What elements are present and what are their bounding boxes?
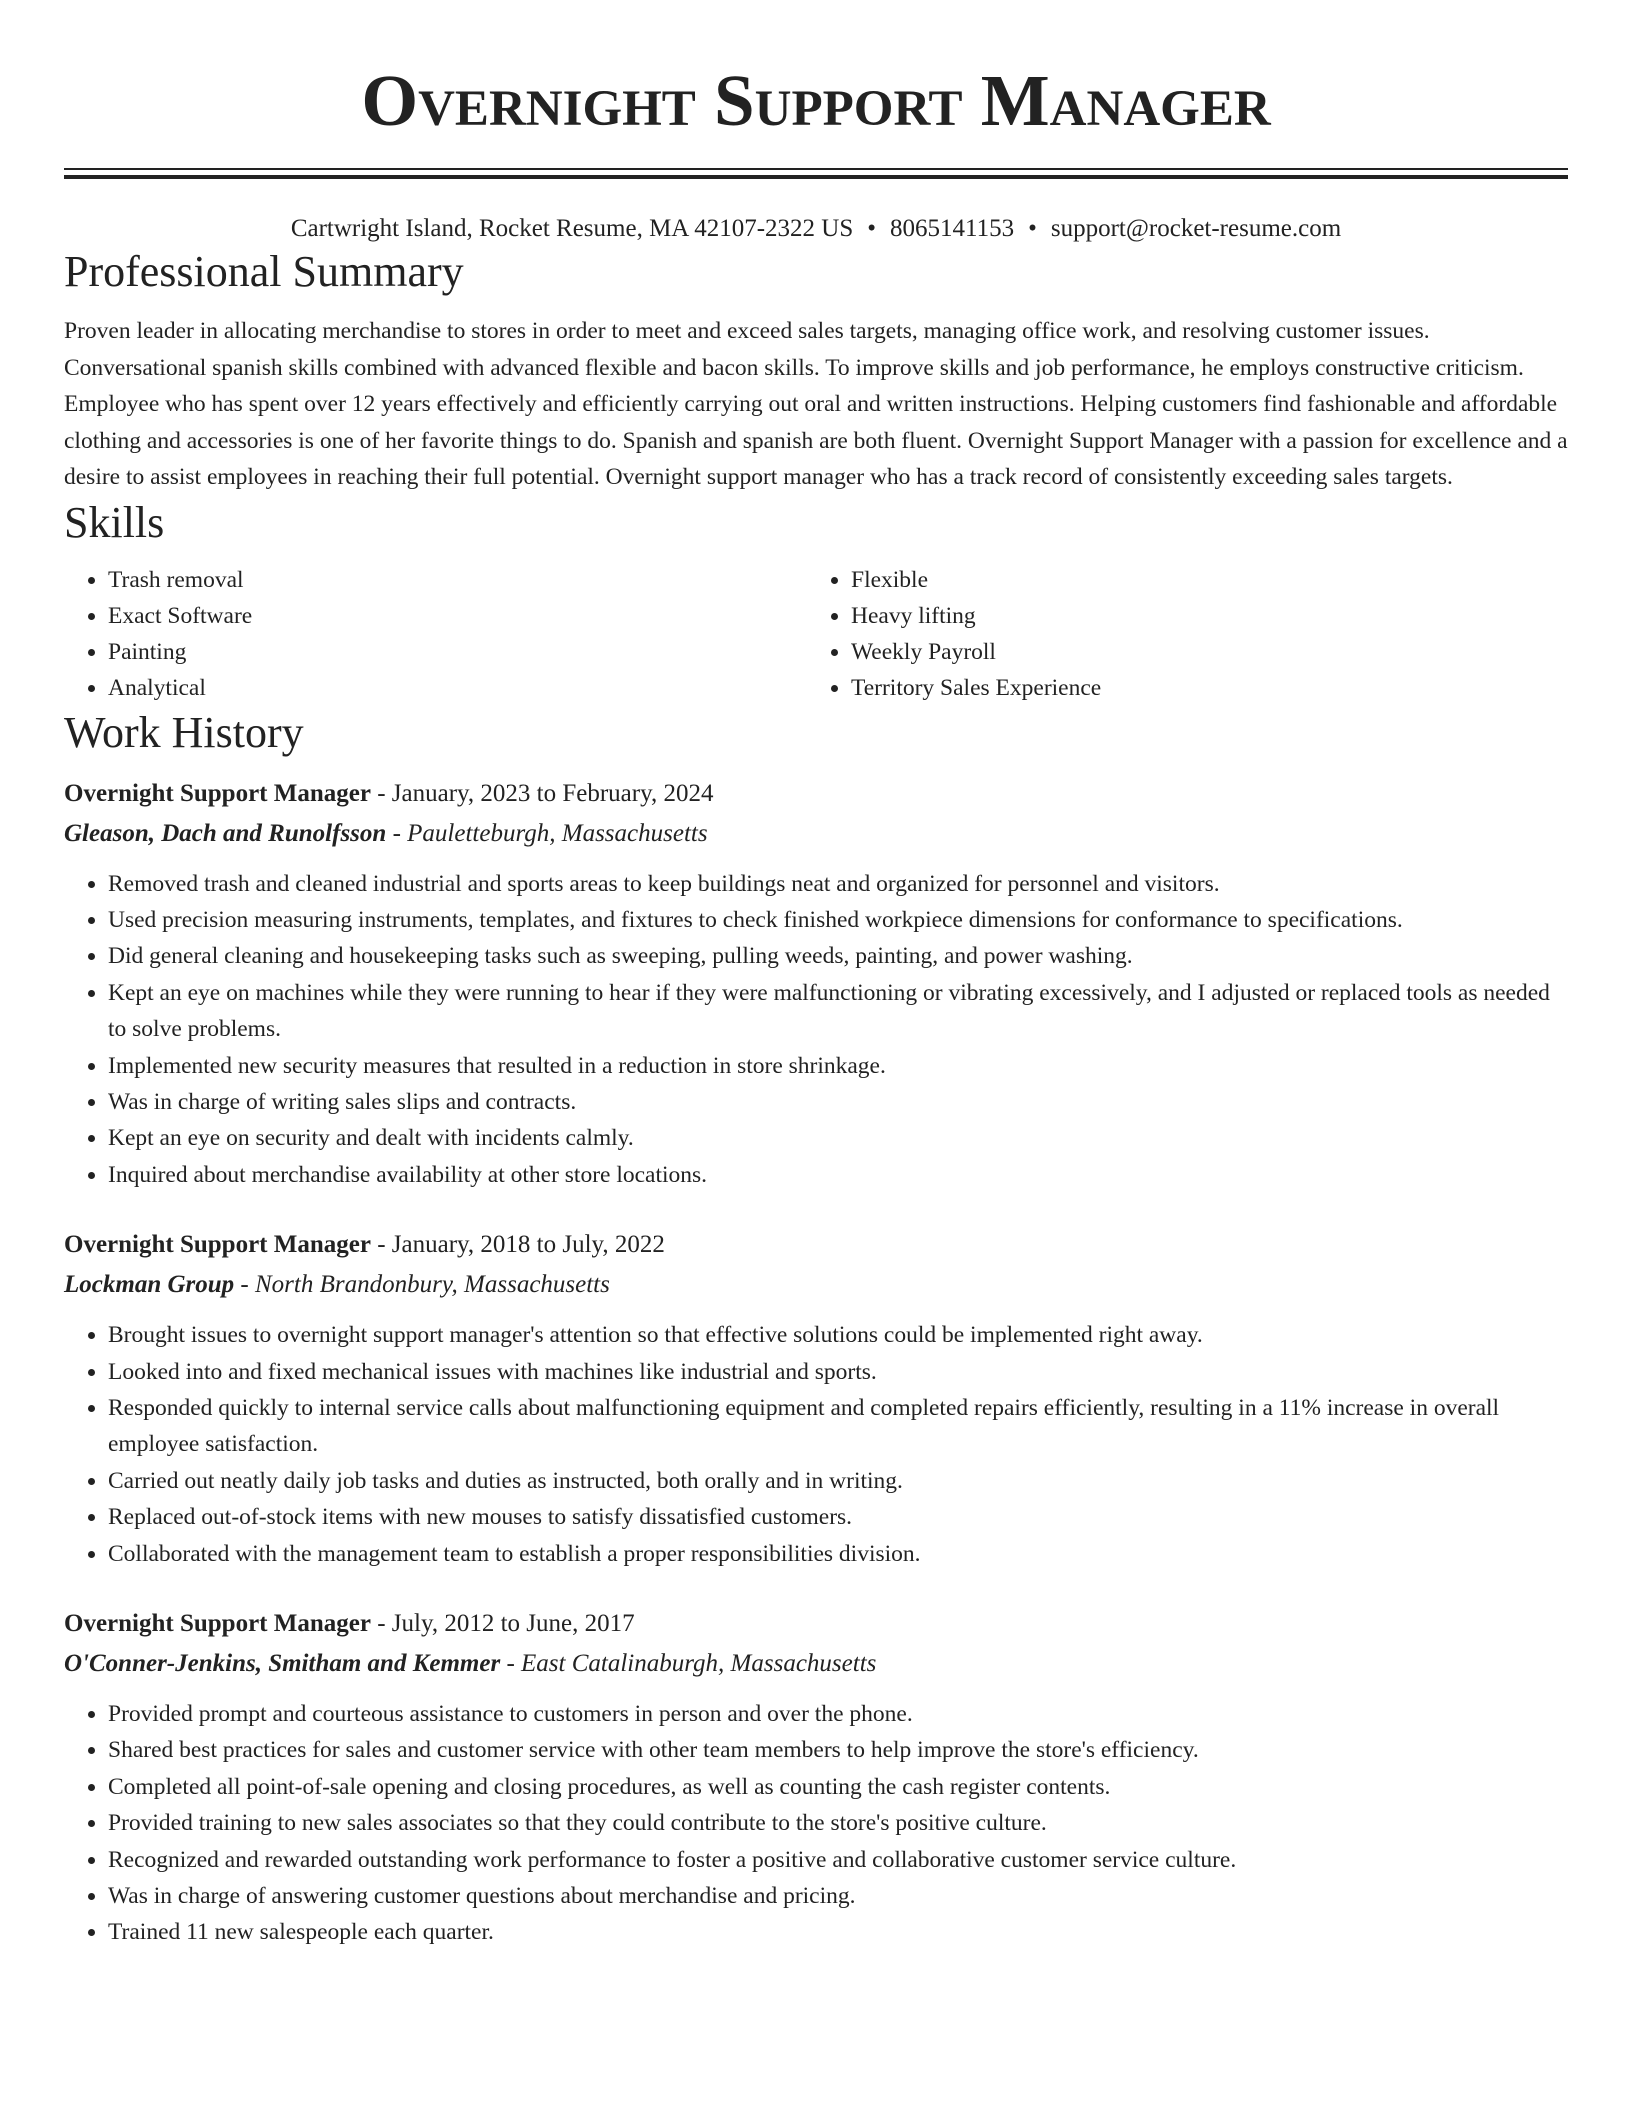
duty-item: • Used precision measuring instruments, templates, and fixtures to check finished workpiece dimensions for conformance to specifications. [108,902,1568,938]
duty-item: • Kept an eye on security and dealt with incidents calmly. [108,1120,1568,1156]
job-location: North Brandonbury, Massachusetts [254,1271,610,1299]
job-company: Gleason, Dach and Runolfsson [64,819,387,847]
duty-item: • Carried out neatly daily job tasks and duties as instructed, both orally and in writing. [108,1463,1568,1499]
job-company: O'Conner-Jenkins, Smitham and Kemmer [64,1650,501,1677]
duty-item: • Responded quickly to internal service calls about malfunctioning equipment and completed repairs efficiently, resulting in a 11% increase in overall employee satisfaction. [108,1390,1568,1463]
skill-item: • Flexible [851,562,1550,598]
duty-item: • Replaced out-of-stock items with new mouses to satisfy dissatisfied customers. [108,1499,1568,1535]
work-history-heading: Work History [64,707,304,757]
skills-column-left [64,562,807,706]
job-role: Overnight Support Manager [64,1231,371,1259]
contact-line [64,213,1568,245]
skill-item: • Trash removal [108,562,807,598]
duty-item: • Completed all point-of-sale opening and closing procedures, as well as counting the cash register contents. [108,1769,1568,1805]
duty-item: • Looked into and fixed mechanical issues with machines like industrial and sports. [108,1354,1568,1390]
duty-item: • Kept an eye on machines while they were running to hear if they were malfunctioning or vibrating excessively, and I adjusted or replaced tools as needed to solve problems. [108,975,1568,1048]
job-title-line: Overnight Support Manager - January, 2018 to July, 2022 [64,1231,665,1259]
title-divider-thin [64,168,1568,170]
job-dates: January, 2023 to February, 2024 [391,779,714,807]
job-dates: January, 2018 to July, 2022 [391,1231,665,1259]
duty-item: • Collaborated with the management team to establish a proper responsibilities division. [108,1536,1568,1572]
job-title-line: Overnight Support Manager - July, 2012 to June, 2017 [64,1610,635,1637]
job-duties-list [64,866,1568,1194]
job-title-line: Overnight Support Manager - January, 2023 to February, 2024 [64,779,714,807]
job-company-line: O'Conner-Jenkins, Smitham and Kemmer - East Catalinaburgh, Massachusetts [64,1650,877,1677]
skills-heading: Skills [64,497,165,547]
job-company-line: Gleason, Dach and Runolfsson - Pauletteburgh, Massachusetts [64,819,708,847]
skill-item: • Heavy lifting [851,598,1550,634]
job-company: Lockman Group [64,1271,235,1299]
resume-title: Overnight Support Manager [361,60,1271,141]
contact-phone: 8065141153 [890,215,1015,242]
contact-separator: • [1028,215,1037,242]
duty-item: • Was in charge of answering customer questions about merchandise and pricing. [108,1878,1568,1914]
job-location: Pauletteburgh, Massachusetts [407,819,708,847]
job-role: Overnight Support Manager [64,779,371,807]
job-role: Overnight Support Manager [64,1610,371,1637]
job-location: East Catalinaburgh, Massachusetts [521,1650,877,1677]
title-divider-thick [64,175,1568,179]
job-entry [64,1225,1568,1572]
job-duties-list [64,1317,1568,1572]
job-duties-list [64,1696,1568,1951]
skill-item: • Exact Software [108,598,807,634]
duty-item: • Removed trash and cleaned industrial and sports areas to keep buildings neat and organized for personnel and visitors. [108,866,1568,902]
duty-item: • Did general cleaning and housekeeping tasks such as sweeping, pulling weeds, painting, and power washing. [108,938,1568,974]
duty-item: • Inquired about merchandise availability at other store locations. [108,1157,1568,1193]
duty-item: • Recognized and rewarded outstanding work performance to foster a positive and collaborative customer service culture. [108,1842,1568,1878]
duty-item: • Implemented new security measures that resulted in a reduction in store shrinkage. [108,1048,1568,1084]
duty-item: • Brought issues to overnight support manager's attention so that effective solutions could be implemented right away. [108,1317,1568,1353]
summary-heading: Professional Summary [64,247,464,296]
skill-item: • Weekly Payroll [851,634,1550,670]
job-company-line: Lockman Group - North Brandonbury, Massachusetts [64,1271,610,1299]
contact-separator: • [867,215,877,242]
job-entry [64,774,1568,1194]
contact-email: support@rocket-resume.com [1050,215,1342,242]
skills-list [64,562,1568,706]
duty-item: • Provided prompt and courteous assistance to customers in person and over the phone. [108,1696,1568,1732]
job-dates: July, 2012 to June, 2017 [391,1610,635,1637]
skill-item: • Painting [108,634,807,670]
summary-text: Proven leader in allocating merchandise to stores in order to meet and exceed sales targets, managing office work, and resolving customer issues. Conversational spanish skills combined with advanced flexible and bacon skills. To improve skills and job performance, he employs constructive criticism. Employee who has spent over 12 years effectively and efficiently carrying out oral and written instructions. Helping customers find fashionable and affordable clothing and accessories is one of her favorite things to do. Spanish and spanish are both fluent. Overnight Support Manager with a passion for excellence and a desire to assist employees in reaching their full potential. Overnight support manager who has a track record of consistently exceeding sales targets. [64,318,1568,490]
duty-item: • Trained 11 new salespeople each quarter. [108,1914,1568,1950]
skill-item: • Territory Sales Experience [851,670,1550,706]
duty-item: • Provided training to new sales associates so that they could contribute to the store's positive culture. [108,1805,1568,1841]
duty-item: • Shared best practices for sales and customer service with other team members to help improve the store's efficiency. [108,1732,1568,1768]
contact-address: Cartwright Island, Rocket Resume, MA 42107-2322 US [290,215,854,242]
duty-item: • Was in charge of writing sales slips and contracts. [108,1084,1568,1120]
skill-item: • Analytical [108,670,807,706]
skills-column-right [807,562,1550,706]
job-entry [64,1604,1568,1951]
